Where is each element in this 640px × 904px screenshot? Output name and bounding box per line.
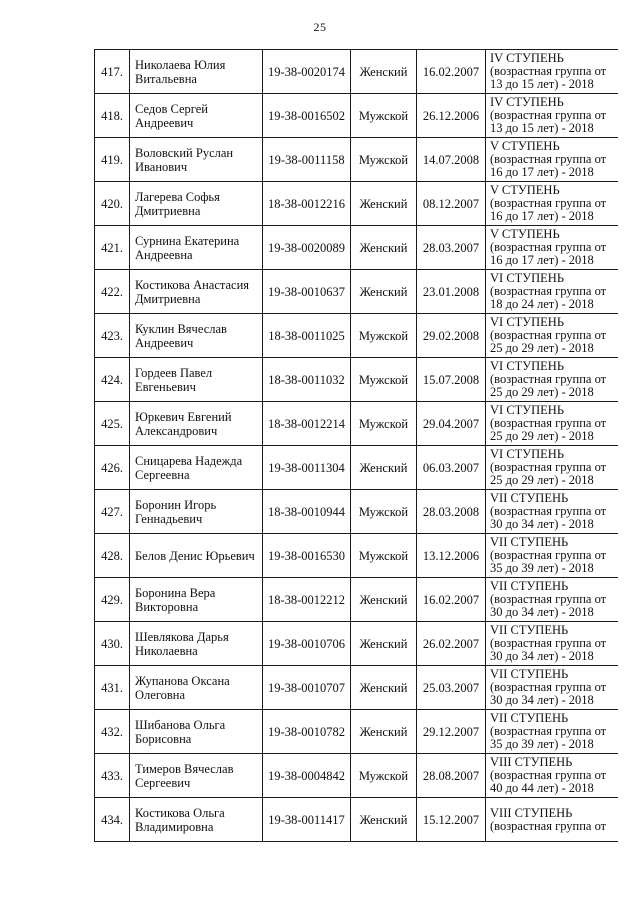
stage-line: VII СТУПЕНЬ bbox=[490, 579, 569, 593]
row-number-cell: 423. bbox=[95, 314, 130, 358]
participant-id-cell: 19-38-0020174 bbox=[263, 50, 351, 94]
stage-line: 30 до 34 лет) - 2018 bbox=[490, 517, 594, 531]
full-name-cell: Шибанова Ольга Борисовна bbox=[130, 710, 263, 754]
gender-cell: Женский bbox=[351, 622, 417, 666]
gender-cell: Женский bbox=[351, 50, 417, 94]
table-row bbox=[95, 94, 619, 138]
stage-line: V СТУПЕНЬ bbox=[490, 139, 560, 153]
participant-id-cell: 19-38-0011304 bbox=[263, 446, 351, 490]
full-name-cell: Куклин Вячеслав Андреевич bbox=[130, 314, 263, 358]
stage-cell bbox=[486, 710, 619, 754]
stage-line: VII СТУПЕНЬ bbox=[490, 491, 569, 505]
birth-date-cell: 14.07.2008 bbox=[417, 138, 486, 182]
participant-id-cell: 18-38-0012216 bbox=[263, 182, 351, 226]
table-row bbox=[95, 754, 619, 798]
gender-cell: Женский bbox=[351, 446, 417, 490]
table-row bbox=[95, 270, 619, 314]
stage-cell bbox=[486, 754, 619, 798]
stage-line: IV СТУПЕНЬ bbox=[490, 95, 564, 109]
stage-cell bbox=[486, 446, 619, 490]
gender-cell: Женский bbox=[351, 666, 417, 710]
stage-line: 30 до 34 лет) - 2018 bbox=[490, 605, 594, 619]
stage-cell bbox=[486, 358, 619, 402]
gender-cell: Мужской bbox=[351, 754, 417, 798]
stage-line: (возрастная группа от bbox=[490, 64, 607, 78]
full-name-cell: Боронин Игорь Геннадьевич bbox=[130, 490, 263, 534]
birth-date-cell: 29.04.2007 bbox=[417, 402, 486, 446]
stage-line: V СТУПЕНЬ bbox=[490, 227, 560, 241]
participant-id-cell: 19-38-0011417 bbox=[263, 798, 351, 842]
birth-date-cell: 16.02.2007 bbox=[417, 50, 486, 94]
gender-cell: Женский bbox=[351, 578, 417, 622]
full-name-cell: Сурнина Екатерина Андреевна bbox=[130, 226, 263, 270]
stage-cell bbox=[486, 182, 619, 226]
stage-line: (возрастная группа от bbox=[490, 284, 607, 298]
gender-cell: Женский bbox=[351, 798, 417, 842]
full-name-cell: Сницарева Надежда Сергеевна bbox=[130, 446, 263, 490]
stage-line: 25 до 29 лет) - 2018 bbox=[490, 385, 594, 399]
stage-line: (возрастная группа от bbox=[490, 592, 607, 606]
stage-line: 40 до 44 лет) - 2018 bbox=[490, 781, 594, 795]
full-name-cell: Костикова Анастасия Дмитриевна bbox=[130, 270, 263, 314]
birth-date-cell: 29.12.2007 bbox=[417, 710, 486, 754]
row-number-cell: 428. bbox=[95, 534, 130, 578]
stage-cell bbox=[486, 94, 619, 138]
stage-line: 13 до 15 лет) - 2018 bbox=[490, 121, 594, 135]
stage-line: (возрастная группа от bbox=[490, 504, 607, 518]
stage-line: V СТУПЕНЬ bbox=[490, 183, 560, 197]
gender-cell: Женский bbox=[351, 182, 417, 226]
full-name-cell: Жупанова Оксана Олеговна bbox=[130, 666, 263, 710]
participant-id-cell: 19-38-0004842 bbox=[263, 754, 351, 798]
gender-cell: Мужской bbox=[351, 314, 417, 358]
row-number-cell: 426. bbox=[95, 446, 130, 490]
stage-line: 30 до 34 лет) - 2018 bbox=[490, 693, 594, 707]
stage-line: (возрастная группа от bbox=[490, 328, 607, 342]
stage-line: VI СТУПЕНЬ bbox=[490, 359, 565, 373]
stage-line: (возрастная группа от bbox=[490, 636, 607, 650]
birth-date-cell: 25.03.2007 bbox=[417, 666, 486, 710]
full-name-cell: Гордеев Павел Евгеньевич bbox=[130, 358, 263, 402]
row-number-cell: 418. bbox=[95, 94, 130, 138]
participant-id-cell: 18-38-0012212 bbox=[263, 578, 351, 622]
stage-line: (возрастная группа от bbox=[490, 372, 607, 386]
birth-date-cell: 16.02.2007 bbox=[417, 578, 486, 622]
row-number-cell: 419. bbox=[95, 138, 130, 182]
stage-cell bbox=[486, 622, 619, 666]
row-number-cell: 433. bbox=[95, 754, 130, 798]
full-name-cell: Боронина Вера Викторовна bbox=[130, 578, 263, 622]
row-number-cell: 421. bbox=[95, 226, 130, 270]
gender-cell: Мужской bbox=[351, 490, 417, 534]
stage-line: 35 до 39 лет) - 2018 bbox=[490, 561, 594, 575]
table-row bbox=[95, 138, 619, 182]
gender-cell: Мужской bbox=[351, 402, 417, 446]
gender-cell: Женский bbox=[351, 270, 417, 314]
participants-table-wrap bbox=[94, 49, 618, 849]
stage-line: 35 до 39 лет) - 2018 bbox=[490, 737, 594, 751]
participant-id-cell: 18-38-0011032 bbox=[263, 358, 351, 402]
stage-line: (возрастная группа от bbox=[490, 724, 607, 738]
row-number-cell: 434. bbox=[95, 798, 130, 842]
stage-line: (возрастная группа от bbox=[490, 240, 607, 254]
stage-line: VI СТУПЕНЬ bbox=[490, 271, 565, 285]
full-name-cell: Седов Сергей Андреевич bbox=[130, 94, 263, 138]
table-row bbox=[95, 666, 619, 710]
page-number: 25 bbox=[313, 20, 327, 34]
participant-id-cell: 18-38-0010944 bbox=[263, 490, 351, 534]
stage-line: VI СТУПЕНЬ bbox=[490, 315, 565, 329]
stage-line: (возрастная группа от bbox=[490, 768, 607, 782]
full-name-cell: Воловский Руслан Иванович bbox=[130, 138, 263, 182]
birth-date-cell: 13.12.2006 bbox=[417, 534, 486, 578]
participants-table-body bbox=[95, 50, 619, 842]
participant-id-cell: 18-38-0011025 bbox=[263, 314, 351, 358]
full-name-cell: Тимеров Вячеслав Сергеевич bbox=[130, 754, 263, 798]
stage-line: (возрастная группа от bbox=[490, 680, 607, 694]
row-number-cell: 420. bbox=[95, 182, 130, 226]
stage-line: 18 до 24 лет) - 2018 bbox=[490, 297, 594, 311]
table-row bbox=[95, 402, 619, 446]
gender-cell: Мужской bbox=[351, 138, 417, 182]
full-name-cell: Лагерева Софья Дмитриевна bbox=[130, 182, 263, 226]
table-row bbox=[95, 710, 619, 754]
stage-line: VI СТУПЕНЬ bbox=[490, 447, 565, 461]
full-name-cell: Шевлякова Дарья Николаевна bbox=[130, 622, 263, 666]
stage-cell bbox=[486, 226, 619, 270]
stage-line: (возрастная группа от bbox=[490, 548, 607, 562]
stage-line: VIII СТУПЕНЬ bbox=[490, 805, 573, 820]
row-number-cell: 432. bbox=[95, 710, 130, 754]
gender-cell: Мужской bbox=[351, 94, 417, 138]
stage-cell bbox=[486, 798, 619, 842]
birth-date-cell: 28.08.2007 bbox=[417, 754, 486, 798]
stage-line: 25 до 29 лет) - 2018 bbox=[490, 473, 594, 487]
stage-line: VIII СТУПЕНЬ bbox=[490, 755, 573, 769]
participant-id-cell: 19-38-0010706 bbox=[263, 622, 351, 666]
stage-line: VII СТУПЕНЬ bbox=[490, 623, 569, 637]
gender-cell: Мужской bbox=[351, 358, 417, 402]
table-row bbox=[95, 490, 619, 534]
row-number-cell: 427. bbox=[95, 490, 130, 534]
stage-cell bbox=[486, 138, 619, 182]
birth-date-cell: 26.12.2006 bbox=[417, 94, 486, 138]
table-row bbox=[95, 534, 619, 578]
table-row bbox=[95, 446, 619, 490]
stage-line: (возрастная группа от bbox=[490, 416, 607, 430]
stage-line: (возрастная группа от bbox=[490, 196, 607, 210]
table-row bbox=[95, 622, 619, 666]
birth-date-cell: 06.03.2007 bbox=[417, 446, 486, 490]
participant-id-cell: 19-38-0010637 bbox=[263, 270, 351, 314]
full-name-cell: Юркевич Евгений Александрович bbox=[130, 402, 263, 446]
row-number-cell: 417. bbox=[95, 50, 130, 94]
birth-date-cell: 15.07.2008 bbox=[417, 358, 486, 402]
full-name-cell: Костикова Ольга Владимировна bbox=[130, 798, 263, 842]
stage-cell bbox=[486, 50, 619, 94]
gender-cell: Мужской bbox=[351, 534, 417, 578]
birth-date-cell: 15.12.2007 bbox=[417, 798, 486, 842]
birth-date-cell: 28.03.2007 bbox=[417, 226, 486, 270]
row-number-cell: 430. bbox=[95, 622, 130, 666]
birth-date-cell: 29.02.2008 bbox=[417, 314, 486, 358]
participant-id-cell: 19-38-0016502 bbox=[263, 94, 351, 138]
stage-line: 25 до 29 лет) - 2018 bbox=[490, 429, 594, 443]
stage-line: (возрастная группа от bbox=[490, 818, 607, 833]
participant-id-cell: 19-38-0016530 bbox=[263, 534, 351, 578]
participant-id-cell: 18-38-0012214 bbox=[263, 402, 351, 446]
birth-date-cell: 26.02.2007 bbox=[417, 622, 486, 666]
row-number-cell: 425. bbox=[95, 402, 130, 446]
stage-line: VII СТУПЕНЬ bbox=[490, 535, 569, 549]
full-name-cell: Белов Денис Юрьевич bbox=[130, 534, 263, 578]
row-number-cell: 424. bbox=[95, 358, 130, 402]
stage-line: VII СТУПЕНЬ bbox=[490, 711, 569, 725]
stage-line: 16 до 17 лет) - 2018 bbox=[490, 253, 594, 267]
table-row bbox=[95, 226, 619, 270]
stage-line: 13 до 15 лет) - 2018 bbox=[490, 77, 594, 91]
participants-table bbox=[94, 49, 618, 842]
stage-cell bbox=[486, 578, 619, 622]
participant-id-cell: 19-38-0010782 bbox=[263, 710, 351, 754]
table-row bbox=[95, 182, 619, 226]
gender-cell: Женский bbox=[351, 226, 417, 270]
participant-id-cell: 19-38-0010707 bbox=[263, 666, 351, 710]
row-number-cell: 429. bbox=[95, 578, 130, 622]
stage-cell bbox=[486, 534, 619, 578]
gender-cell: Женский bbox=[351, 710, 417, 754]
birth-date-cell: 08.12.2007 bbox=[417, 182, 486, 226]
stage-line: (возрастная группа от bbox=[490, 152, 607, 166]
participant-id-cell: 19-38-0020089 bbox=[263, 226, 351, 270]
birth-date-cell: 28.03.2008 bbox=[417, 490, 486, 534]
table-row bbox=[95, 798, 619, 842]
full-name-cell: Николаева Юлия Витальевна bbox=[130, 50, 263, 94]
table-row bbox=[95, 578, 619, 622]
row-number-cell: 422. bbox=[95, 270, 130, 314]
stage-line: VI СТУПЕНЬ bbox=[490, 403, 565, 417]
stage-line: (возрастная группа от bbox=[490, 108, 607, 122]
table-row bbox=[95, 50, 619, 94]
stage-line: IV СТУПЕНЬ bbox=[490, 51, 564, 65]
stage-cell bbox=[486, 314, 619, 358]
row-number-cell: 431. bbox=[95, 666, 130, 710]
stage-cell bbox=[486, 490, 619, 534]
stage-line: 25 до 29 лет) - 2018 bbox=[490, 341, 594, 355]
stage-line: 30 до 34 лет) - 2018 bbox=[490, 649, 594, 663]
table-row bbox=[95, 314, 619, 358]
stage-cell bbox=[486, 270, 619, 314]
stage-cell bbox=[486, 402, 619, 446]
stage-cell bbox=[486, 666, 619, 710]
birth-date-cell: 23.01.2008 bbox=[417, 270, 486, 314]
participant-id-cell: 19-38-0011158 bbox=[263, 138, 351, 182]
stage-line: (возрастная группа от bbox=[490, 460, 607, 474]
table-row bbox=[95, 358, 619, 402]
stage-line: 16 до 17 лет) - 2018 bbox=[490, 165, 594, 179]
stage-line: VII СТУПЕНЬ bbox=[490, 667, 569, 681]
stage-line: 16 до 17 лет) - 2018 bbox=[490, 209, 594, 223]
